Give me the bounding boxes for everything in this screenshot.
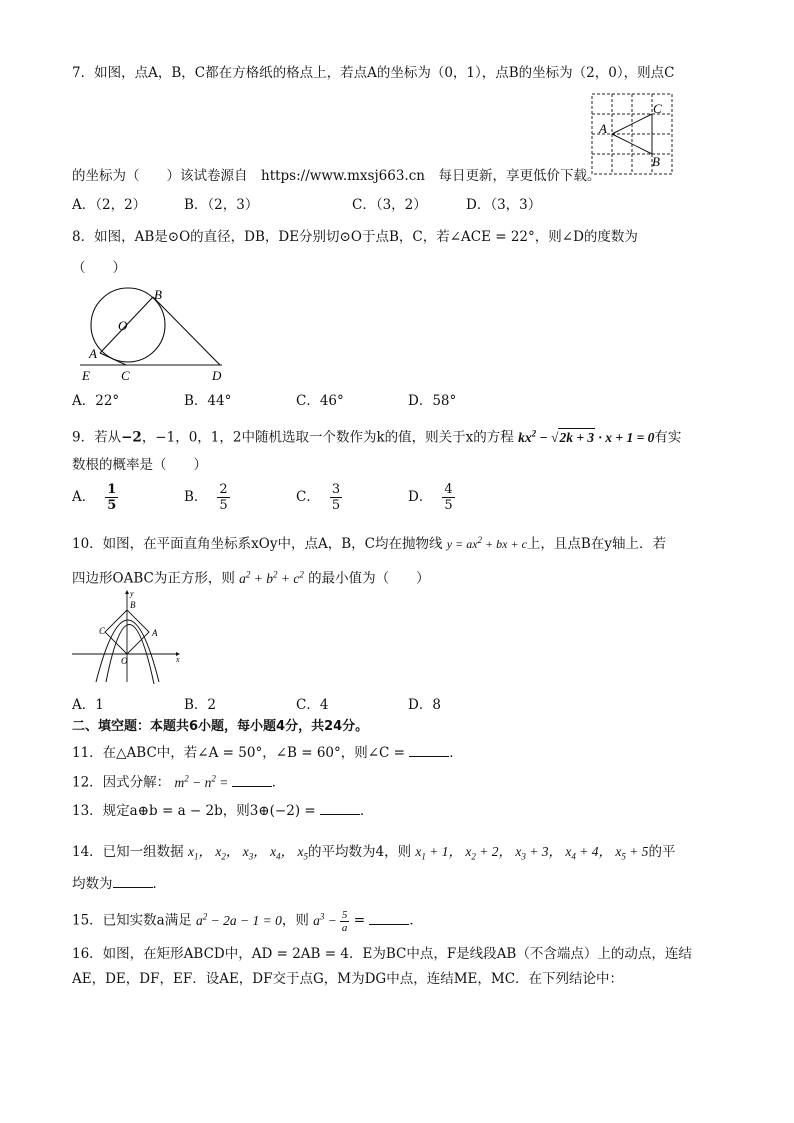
q9-option-b: B． $\frac{2}{5}$	[184, 482, 228, 513]
q12-expression: $m^2 - n^2$ =	[174, 773, 232, 790]
q10-option-a: A．1	[72, 697, 104, 713]
q12-stem: 12．因式分解： $m^2 - n^2$ = ．	[72, 773, 286, 791]
q9-stem: 9．若从−2，−1，0，1，2中随机选取一个数作为k的值，则关于x的方程 $kx^2 - √2k + 3 \cdot x + 1 = 0$有实	[72, 428, 682, 446]
q7-stem-2: 的坐标为（ ）该试卷源自 https://www.mxsj663.cn 每日更新，享更低价下载。	[72, 168, 601, 184]
q15-expression: $a^3$ −	[313, 911, 337, 928]
q7-option-d: D．（3，3）	[466, 197, 542, 213]
q8-option-c: C．46°	[296, 393, 344, 409]
q7-option-b: B．（2，3）	[184, 197, 259, 213]
q10-stem-2: 四边形OABC为正方形，则 $a^2 + b^2 + c^2$ 的最小值为（ ）	[72, 569, 430, 587]
q14-new-list: $x_1 + 1$， $x_2 + 2$， $x_3 + 3$， $x_4 + 4$， $x_5 + 5$	[415, 844, 649, 862]
q12-answer-blank[interactable]	[232, 774, 272, 787]
q10-option-d: D．8	[408, 697, 441, 713]
q16-stem: 16．如图，在矩形ABCD中，AD = 2AB = 4．E为BC中点，F是线段AB（不含端点）上的动点，连结	[72, 946, 692, 962]
q9-stem-2: 数根的概率是（ ）	[72, 457, 207, 473]
q10-parabola-figure	[70, 588, 188, 684]
q8-option-b: B．44°	[184, 393, 232, 409]
q9-equation: $kx^2 - √2k + 3 \cdot x + 1 = 0$	[518, 428, 655, 445]
q13-stem: 13．规定a⊕b = a − 2b，则3⊕(−2) = ．	[72, 803, 374, 819]
q14-stem: 14．已知一组数据 $x_1$， $x_2$， $x_3$， $x_4$， $x_5$的平均数为4，则 $x_1 + 1$， $x_2 + 2$， $x_3 + 3$， $x_4 + 4$， $x_5 + 5$的平	[72, 844, 676, 862]
q10-label-y: y	[130, 589, 134, 598]
q9-option-d: D． $\frac{4}{5}$	[408, 482, 453, 513]
q8-circle-figure	[78, 283, 238, 383]
q10-label-x: x	[176, 655, 180, 664]
q8-label-a: A	[89, 346, 97, 361]
q8-label-o: O	[118, 318, 128, 333]
q7-stem: 7．如图，点A，B，C都在方格纸的格点上，若点A的坐标为（0，1），点B的坐标为（2，0），则点C	[72, 65, 675, 81]
q8-label-c: C	[121, 368, 130, 383]
q14-answer-blank[interactable]	[113, 875, 153, 888]
q15-stem: 15．已知实数a满足 $a^2 - 2a - 1 = 0$，则 $a^3$ − $\frac{5}{a}$ = ．	[72, 908, 423, 934]
q15-answer-blank[interactable]	[369, 912, 409, 925]
q7-label-c: C	[653, 101, 662, 116]
q10-label-o: O	[121, 656, 128, 666]
q7-option-c: C．（3，2）	[352, 197, 427, 213]
q15-condition: $a^2 - 2a - 1 = 0$	[196, 911, 282, 928]
q10-label-a: A	[152, 628, 158, 638]
q10-option-c: C．4	[296, 697, 329, 713]
q10-option-b: B．2	[184, 697, 217, 713]
q10-label-b: B	[130, 600, 136, 610]
q7-label-a: A	[599, 121, 607, 136]
q8-stem: 8．如图，AB是⊙O的直径，DB，DE分别切⊙O于点B，C，若∠ACE = 22°，则∠D的度数为	[72, 229, 638, 245]
q8-label-e: E	[82, 368, 90, 383]
q8-option-d: D．58°	[408, 393, 457, 409]
section-heading: 二、填空题：本题共6小题，每小题4分，共24分。	[72, 719, 369, 734]
q7-label-b: B	[652, 154, 660, 169]
q11-stem: 11．在△ABC中，若∠A = 50°，∠B = 60°，则∠C = ．	[72, 745, 463, 761]
q9-option-a: A． $\frac{1}{5}$	[72, 482, 117, 513]
q11-answer-blank[interactable]	[409, 744, 449, 757]
q7-grid-figure	[591, 93, 673, 175]
q9-option-c: C． $\frac{3}{5}$	[296, 482, 341, 513]
q10-stem: 10．如图，在平面直角坐标系xOy中，点A，B，C均在抛物线 $y = ax^2$ + bx + c上，且点B在y轴上．若	[72, 535, 666, 552]
q8-stem-2: （ ）	[72, 260, 126, 276]
q10-parabola-eq: $y = ax^2$ + bx + c	[446, 535, 527, 551]
q13-answer-blank[interactable]	[320, 802, 360, 815]
q14-data-list: $x_1$， $x_2$， $x_3$， $x_4$， $x_5$	[187, 844, 308, 862]
q8-label-b: B	[154, 287, 162, 302]
q7-option-a: A．（2，2）	[72, 197, 147, 213]
q14-stem-2: 均数为 ．	[72, 876, 166, 892]
q16-stem-2: AE，DE，DF，EF．设AE，DF交于点G，M为DG中点，连结ME，MC．在下列结论中：	[72, 971, 624, 987]
q8-label-d: D	[212, 368, 222, 383]
q10-label-c: C	[99, 626, 106, 636]
q8-option-a: A．22°	[72, 393, 120, 409]
q10-expression: $a^2 + b^2 + c^2$	[239, 569, 304, 586]
